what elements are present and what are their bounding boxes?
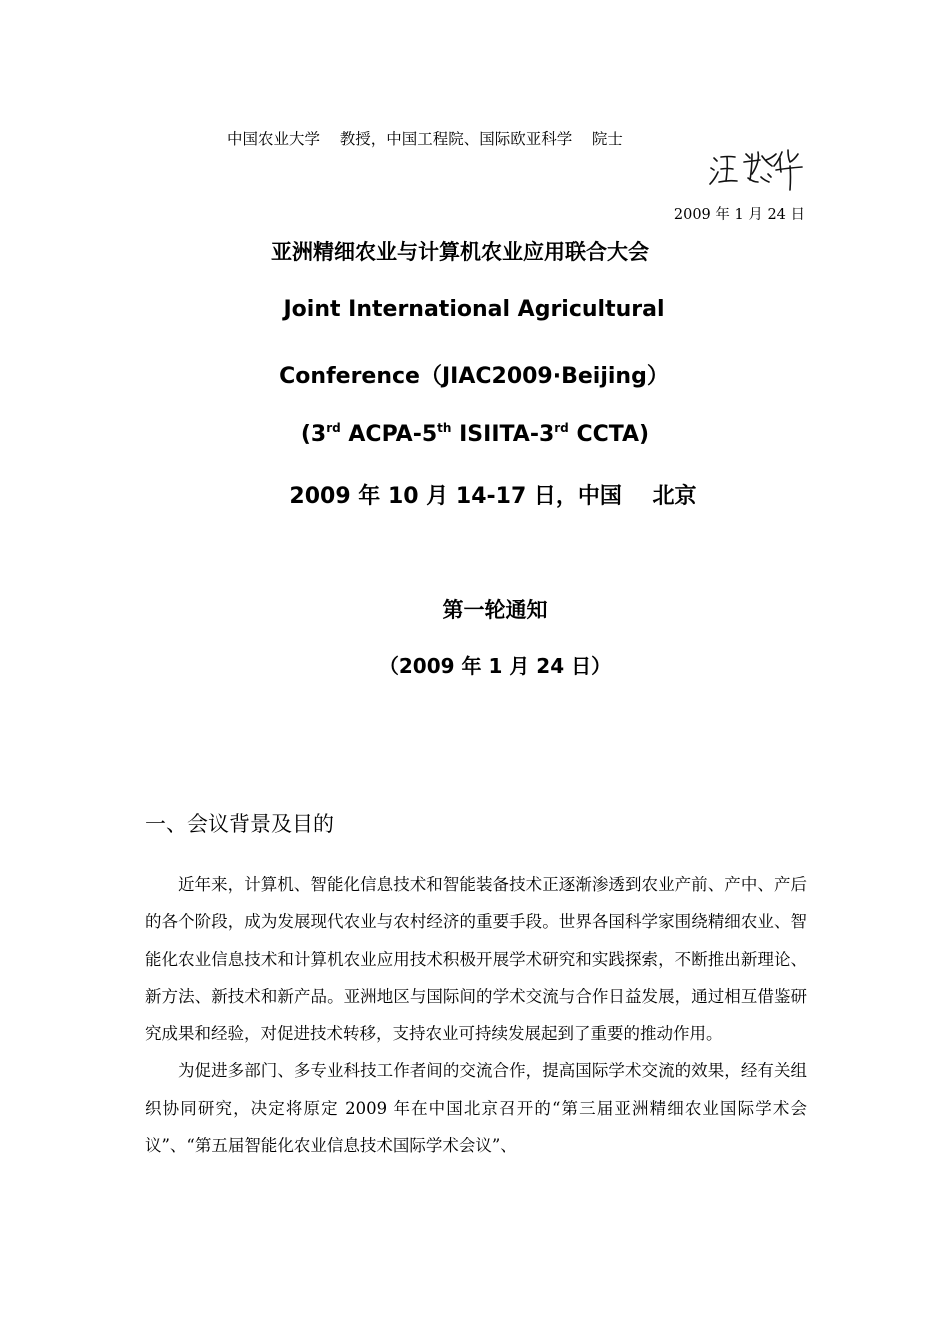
conference-title-english-line2: Conference（JIAC2009·Beijing） [279, 364, 669, 389]
conference-date-location: 2009 年 10 月 14-17 日，中国 北京 [289, 484, 697, 509]
series-superscript: th [437, 421, 452, 435]
section-body [145, 866, 807, 1164]
series-part: ISIITA-3 [451, 422, 555, 447]
conference-title-chinese: 亚洲精细农业与计算机农业应用联合大会 [271, 240, 649, 264]
series-part: CCTA) [568, 422, 650, 447]
handwritten-signature [706, 144, 812, 194]
series-superscript: rd [326, 421, 341, 435]
series-superscript: rd [554, 421, 569, 435]
section-heading: 一、会议背景及目的 [145, 812, 334, 836]
series-part: ACPA-5 [340, 422, 438, 447]
notice-title: 第一轮通知 [442, 598, 548, 622]
notice-date: （2009 年 1 月 24 日） [378, 654, 612, 678]
signature-date: 2009 年 1 月 24 日 [673, 207, 805, 223]
body-paragraph: 近年来，计算机、智能化信息技术和智能装备技术正逐渐渗透到农业产前、产中、产后的各个阶段，成为发展现代农业与农村经济的重要手段。世界各国科学家围绕精细农业、智能化农业信息技术和计算机农业应用技术积极开展学术研究和实践探索，不断推出新理论、新方法、新技术和新产品。亚洲地区与国际间的学术交流与合作日益发展，通过相互借鉴研究成果和经验，对促进技术转移，支持农业可持续发展起到了重要的推动作用。 [145, 875, 807, 1044]
author-affiliation: 中国农业大学 教授，中国工程院、国际欧亚科学 院士 [227, 130, 623, 148]
conference-series-line [0, 422, 950, 447]
series-part: (3 [300, 422, 327, 447]
conference-title-english-line1: Joint International Agricultural [283, 297, 665, 322]
body-paragraph: 为促进多部门、多专业科技工作者间的交流合作，提高国际学术交流的效果，经有关组织协同研究，决定将原定 2009 年在中国北京召开的“第三届亚洲精细农业国际学术会议”、“第五届智能化农业信息技术国际学术会议”、 [145, 1061, 807, 1156]
